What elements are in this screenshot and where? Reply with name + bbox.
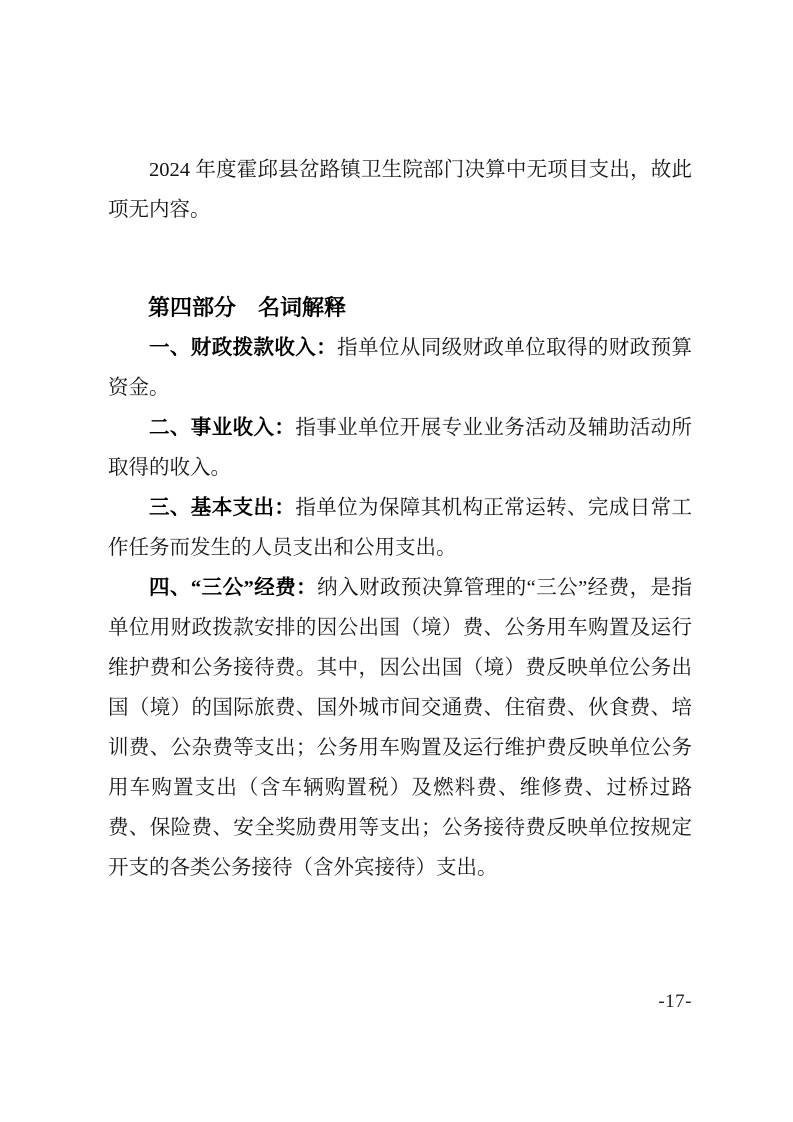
term-paragraph-1 (108, 328, 692, 408)
term-label-3: 三、基本支出： (149, 497, 296, 519)
term-paragraph-4 (108, 568, 692, 888)
term-text-2: 指事业单位开展专业业务活动及辅助活动所取得的收入。 (108, 417, 693, 479)
term-label-4: 四、“三公”经费： (149, 577, 318, 599)
term-paragraph-2 (108, 408, 692, 488)
document-body (108, 150, 692, 888)
term-label-1: 一、财政拨款收入： (149, 337, 338, 359)
term-paragraph-3 (108, 488, 692, 568)
term-text-3: 指单位为保障其机构正常运转、完成日常工作任务而发生的人员支出和公用支出。 (108, 497, 693, 559)
term-text-1: 指单位从同级财政单位取得的财政预算资金。 (108, 337, 693, 399)
term-label-2: 二、事业收入： (149, 417, 296, 439)
section-heading: 第四部分 名词解释 (148, 295, 347, 320)
intro-paragraph: 2024 年度霍邱县岔路镇卫生院部门决算中无项目支出，故此项无内容。 (108, 159, 692, 221)
page-number: -17- (658, 991, 692, 1012)
term-text-4: 纳入财政预决算管理的“三公”经费，是指单位用财政拨款安排的因公出国（境）费、公务用车购置及运行维护费和公务接待费。其中，因公出国（境）费反映单位公务出国（境）的国际旅费、国外城市间交通费、住宿费、伙食费、培训费、公杂费等支出；公务用车购置及运行维护费反映单位公务用车购置支出（含车辆购置税）及燃料费、维修费、过桥过路费、保险费、安全奖励费用等支出；公务接待费反映单位按规定开支的各类公务接待（含外宾接待）支出。 (108, 577, 693, 879)
